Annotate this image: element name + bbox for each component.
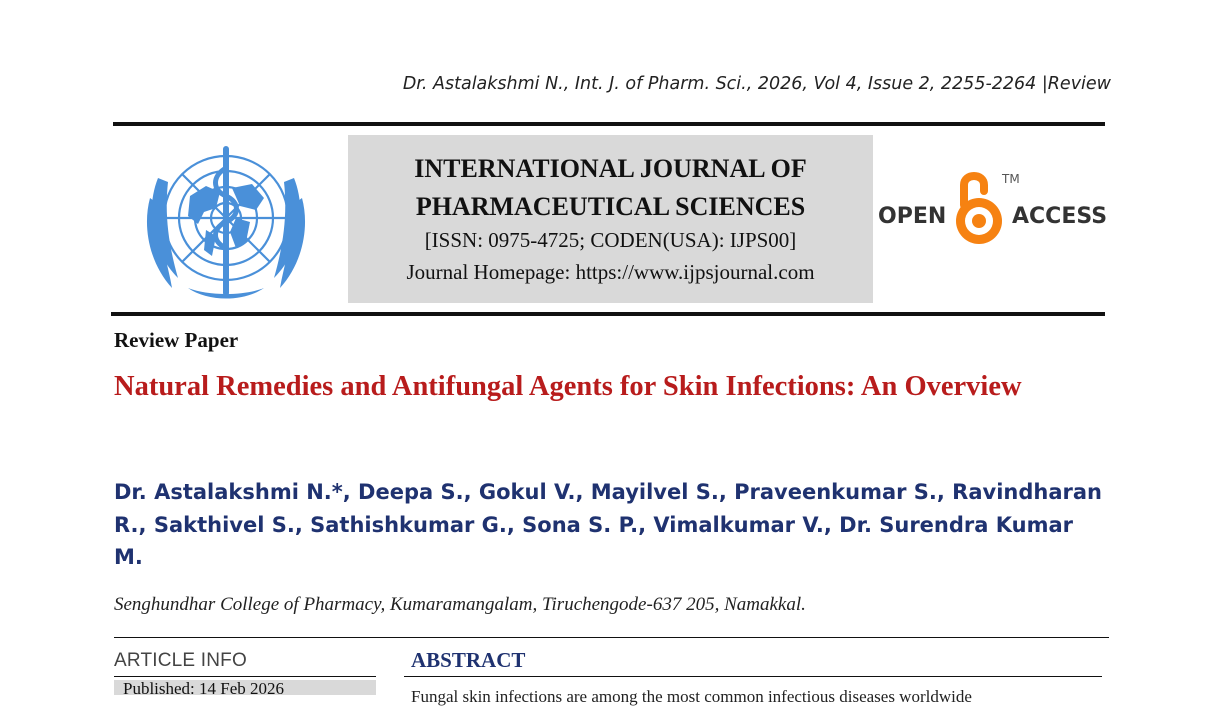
running-header-citation: Dr. Astalakshmi N., Int. J. of Pharm. Sci., 2026, Vol 4, Issue 2, 2255-2264 |Review	[402, 74, 1111, 94]
paper-authors: Dr. Astalakshmi N.*, Deepa S., Gokul V., Mayilvel S., Praveenkumar S., Ravindharan R., Sakthivel S., Sathishkumar G., Sona S. P., Vimalkumar V., Dr. Surendra Kumar M.	[114, 480, 1102, 569]
journal-name-line1: INTERNATIONAL JOURNAL OF	[414, 154, 807, 183]
trademark-mark: TM	[1002, 172, 1020, 186]
open-access-right-word: ACCESS	[1012, 204, 1108, 229]
open-access-left-word: OPEN	[878, 204, 947, 229]
header-top-rule	[113, 122, 1105, 126]
paper-type-label: Review Paper	[114, 328, 239, 352]
paper-title: Natural Remedies and Antifungal Agents for Skin Infections: An Overview	[114, 371, 1022, 402]
open-lock-icon	[956, 176, 1002, 244]
journal-name-line2: PHARMACEUTICAL SCIENCES	[415, 192, 806, 221]
abstract-rule	[404, 676, 1102, 677]
paper-affiliation: Senghundhar College of Pharmacy, Kumaramangalam, Tiruchengode-637 205, Namakkal.	[114, 594, 806, 615]
abstract-heading: ABSTRACT	[411, 648, 526, 672]
abstract-first-line: Fungal skin infections are among the most common infectious diseases worldwide	[411, 687, 972, 706]
published-date: Published: 14 Feb 2026	[114, 680, 376, 695]
header-bottom-rule	[111, 312, 1105, 316]
journal-homepage[interactable]: Journal Homepage: https://www.ijpsjournal.com	[406, 260, 815, 284]
section-divider	[114, 637, 1109, 638]
journal-name	[348, 150, 873, 226]
who-emblem-logo	[128, 138, 324, 306]
journal-masthead-box	[348, 135, 873, 303]
article-info-rule	[114, 676, 376, 677]
article-info-heading: ARTICLE INFO	[114, 650, 247, 671]
journal-issn: [ISSN: 0975-4725; CODEN(USA): IJPS00]	[424, 228, 797, 252]
open-access-logo	[878, 165, 1108, 255]
